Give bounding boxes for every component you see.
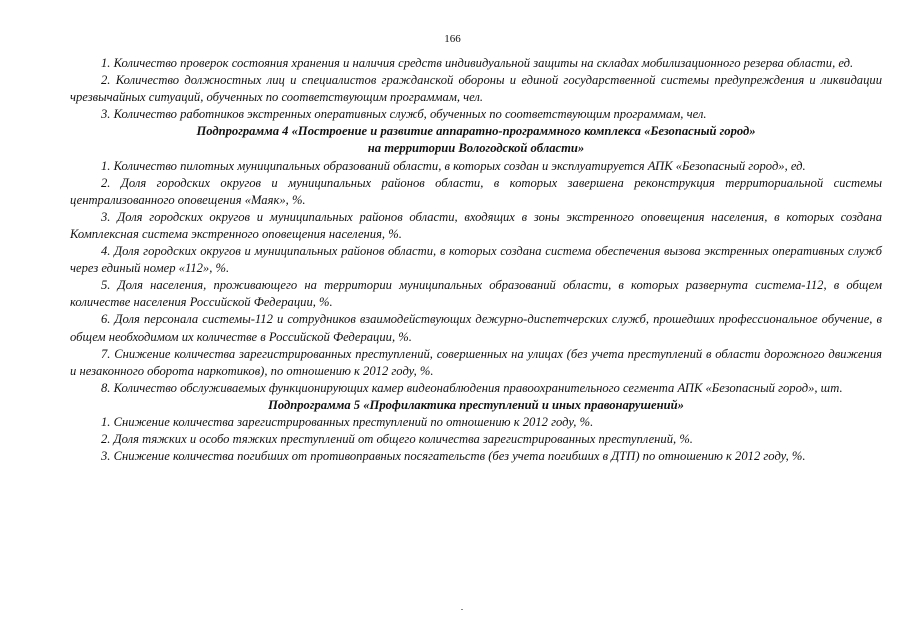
- scan-speck: [461, 609, 463, 610]
- indicator-item: 2. Доля городских округов и муниципальных районов области, в которых завершена реконструкция территориальной системы централизованного оповещения «Маяк», %.: [70, 175, 882, 207]
- indicator-item: 8. Количество обслуживаемых функционирующих камер видеонаблюдения правоохранительного сегмента АПК «Безопасный город», шт.: [101, 380, 843, 395]
- indicator-item: 6. Доля персонала системы-112 и сотрудников взаимодействующих дежурно-диспетчерских служб, прошедших профессиональное обучение, в общем необходимом их количестве в Российской Федерации, %.: [70, 312, 882, 344]
- indicator-item: 4. Доля городских округов и муниципальных районов области, в которых создана система обеспечения вызова экстренных оперативных служб через единый номер «112», %.: [70, 244, 882, 276]
- indicator-item: 5. Доля населения, проживающего на территории муниципальных образований области, в которых развернута система-112, в общем количестве населения Российской Федерации, %.: [70, 278, 882, 310]
- indicator-item: 7. Снижение количества зарегистрированных преступлений, совершенных на улицах (без учета преступлений в области дорожного движения и незаконного оборота наркотиков), по отношению к 2012 году, %.: [70, 346, 882, 378]
- indicator-item: 3. Снижение количества погибших от противоправных посягательств (без учета погибших в ДТП) по отношению к 2012 году, %.: [101, 449, 806, 464]
- indicator-item: 2. Доля тяжких и особо тяжких преступлений от общего количества зарегистрированных преступлений, %.: [101, 432, 693, 447]
- subprogram-4-heading: [70, 123, 882, 157]
- indicator-item: 1. Количество пилотных муниципальных образований области, в которых создан и эксплуатируется АПК «Безопасный город», ед.: [101, 158, 806, 173]
- document-body: [70, 55, 882, 465]
- page-number: 166: [444, 33, 461, 45]
- indicator-item: 3. Количество работников экстренных оперативных служб, обученных по соответствующим программам, чел.: [101, 107, 707, 122]
- indicator-item: 2. Количество должностных лиц и специалистов гражданской обороны и единой государственной системы предупреждения и ликвидации чрезвычайных ситуаций, обученных по соответствующим программам, чел.: [70, 73, 882, 105]
- indicator-item: 1. Количество проверок состояния хранения и наличия средств индивидуальной защиты на складах мобилизационного резерва области, ед.: [101, 56, 854, 70]
- subprogram-4-heading-line1: Подпрограмма 4 «Построение и развитие аппаратно-программного комплекса «Безопасный город»: [196, 124, 756, 139]
- indicator-item: 3. Доля городских округов и муниципальных районов области, входящих в зоны экстренного оповещения населения, в которых создана Комплексная система экстренного оповещения населения, %.: [70, 209, 882, 241]
- indicator-item: 1. Снижение количества зарегистрированных преступлений по отношению к 2012 году, %.: [101, 414, 594, 429]
- subprogram-4-heading-line2: на территории Вологодской области»: [367, 141, 585, 156]
- subprogram-5-heading: Подпрограмма 5 «Профилактика преступлений и иных правонарушений»: [268, 397, 684, 412]
